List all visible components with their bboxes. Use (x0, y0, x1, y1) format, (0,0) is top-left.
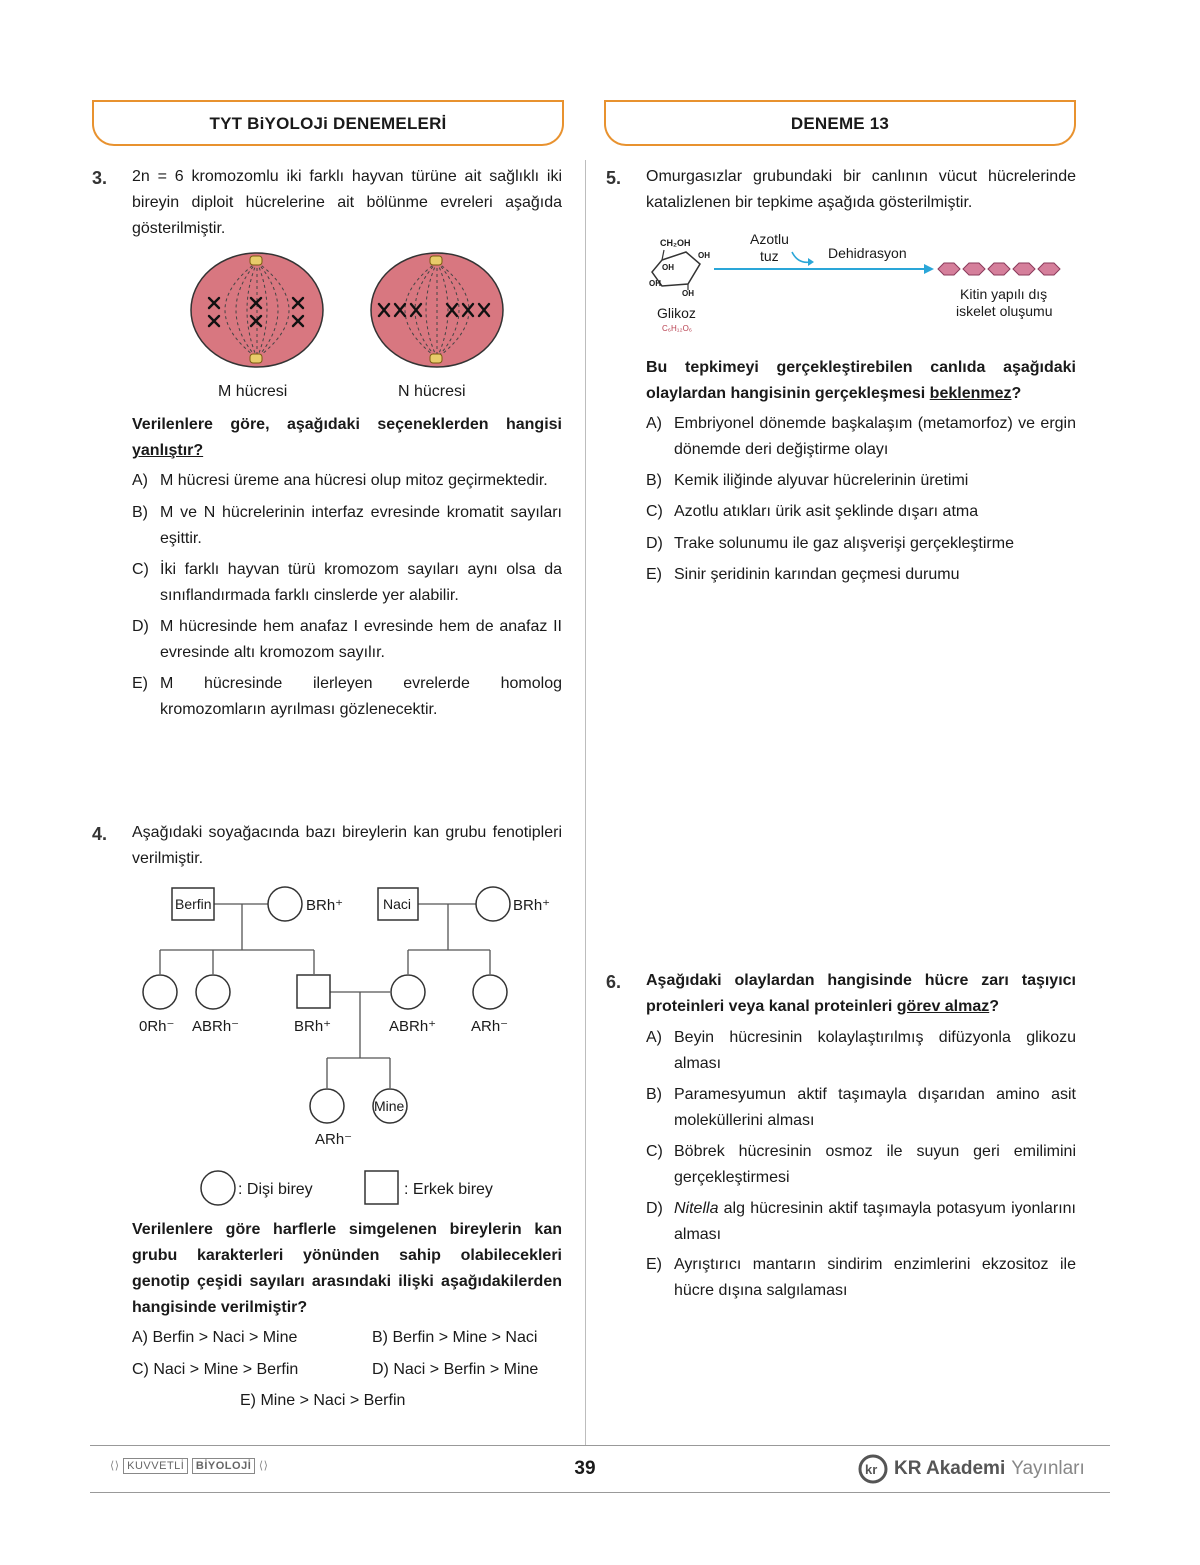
q4-option-e[interactable]: E) Mine > Naci > Berfin (240, 1392, 406, 1409)
footer-bottom-line (90, 1492, 1110, 1493)
dna-icon-right: ⟨⟩ (258, 1460, 269, 1472)
grandchild1-phenotype: ARh⁻ (315, 1131, 353, 1148)
q4-number: 4. (92, 824, 108, 844)
glucose-oh-1: OH (698, 251, 710, 260)
q3-option-b[interactable]: B) M ve N hücrelerinin interfaz evresinde kromatit sayıları eşittir. (132, 504, 562, 547)
q5-reaction-diagram (640, 228, 1090, 340)
kr-brand-bold: KR Akademi (894, 1458, 1006, 1479)
naci-spouse-phenotype: BRh⁺ (513, 897, 551, 914)
q5-option-c[interactable]: C) Azotlu atıkları ürik asit şeklinde dışarı atma (646, 503, 979, 520)
glucose-oh-3: OH (649, 279, 661, 288)
grandchild1-circle (310, 1089, 344, 1123)
legend-female-circle (201, 1171, 235, 1205)
right-header (604, 100, 1076, 146)
q4-option-a[interactable]: A) Berfin > Naci > Mine (132, 1329, 298, 1346)
q6-option-c[interactable]: C) Böbrek hücresinin osmoz ile suyun geri emilimini gerçekleştirmesi (646, 1143, 1076, 1186)
q5-stem: Omurgasızlar grubundaki bir canlının vücut hücrelerinde katalizlenen bir tepkime aşağıda gösterilmiştir. (646, 168, 1076, 211)
salt-label-1: Azotlu (750, 231, 789, 247)
dna-icon-left: ⟨⟩ (110, 1460, 120, 1472)
q6-option-a[interactable]: A) Beyin hücresinin kolaylaştırılmış difüzyonla glikozu alması (646, 1029, 1076, 1072)
child2-circle (196, 975, 230, 1009)
q3-stem: 2n = 6 kromozomlu iki farklı hayvan türüne ait sağlıklı iki bireyin diploit hücrelerine ait bölünme evreleri aşağıda gösterilmiştir. (132, 168, 562, 237)
n-cell (371, 253, 503, 367)
column-divider (585, 160, 586, 1445)
m-cell-label: M hücresi (218, 383, 288, 400)
svg-text:kr: kr (865, 1462, 878, 1477)
q4-option-b[interactable]: B) Berfin > Mine > Naci (372, 1329, 538, 1346)
left-brand (110, 1459, 268, 1479)
child4-circle (391, 975, 425, 1009)
q3-option-d[interactable]: D) M hücresinde hem anafaz I evresinde hem de anafaz II evresinde altı kromozom sayılır. (132, 618, 562, 661)
footer-top-line (90, 1445, 1110, 1446)
child5-circle (473, 975, 507, 1009)
q6-question-emphasis: görev almaz (896, 998, 990, 1015)
n-cell-label: N hücresi (398, 383, 466, 400)
legend-female-label: : Dişi birey (238, 1181, 313, 1198)
child1-circle (143, 975, 177, 1009)
q3-cells-figure (185, 250, 525, 375)
q5-option-a[interactable]: A) Embriyonel dönemde başkalaşım (metamorfoz) ve ergin dönemde deri değiştirme olayı (646, 415, 1076, 458)
berfin-spouse-phenotype: BRh⁺ (306, 897, 344, 914)
q3-number: 3. (92, 168, 108, 188)
reaction-label: Dehidrasyon (828, 245, 907, 261)
q6-number: 6. (606, 972, 622, 992)
q6-option-e[interactable]: E) Ayrıştırıcı mantarın sindirim enzimlerini ekzositoz ile hücre dışına salgılaması (646, 1256, 1076, 1299)
glucose-oh-4: OH (682, 289, 694, 298)
glucose-label: Glikoz (657, 305, 696, 321)
q6-question-text: Aşağıdaki olaylardan hangisinde hücre zarı taşıyıcı proteinleri veya kanal proteinleri (646, 972, 1076, 1015)
mine-label: Mine (374, 1098, 405, 1114)
q6-option-d[interactable]: D) Nitella alg hücresinin aktif taşımayla potasyum iyonlarını alması (646, 1200, 1076, 1243)
chitin-chain (938, 263, 1060, 275)
q3-question (132, 412, 562, 464)
legend-male-square (365, 1171, 398, 1204)
product-label-2: iskelet oluşumu (956, 303, 1053, 319)
q4-question: Verilenlere göre harflerle simgelenen bireylerin kan grubu karakterleri yönünden sahip olabilecekleri genotip çeşidi sayıları arasındaki ilişki aşağıdakilerden hangisinde verilmiştir? (132, 1221, 562, 1316)
q4-stem: Aşağıdaki soyağacında bazı bireylerin kan grubu fenotipleri verilmiştir. (132, 824, 562, 867)
q5-number: 5. (606, 168, 622, 188)
product-label-1: Kitin yapılı dış (960, 286, 1048, 302)
legend-male-label: : Erkek birey (404, 1181, 493, 1198)
q5-question-text: Bu tepkimeyi gerçekleştirebilen canlıda aşağıdaki olaylardan hangisinin gerçekleşmesi (646, 359, 1076, 402)
m-cell (191, 253, 323, 367)
glucose-structure (649, 238, 710, 298)
q6-question (646, 968, 1076, 1020)
child3-square (297, 975, 330, 1008)
berfin-label: Berfin (175, 896, 212, 912)
left-brand-a: KUVVETLİ (123, 1458, 188, 1474)
glucose-oh-2: OH (662, 263, 674, 272)
child3-phenotype: BRh⁺ (294, 1018, 332, 1035)
page-number: 39 (574, 1458, 596, 1479)
q5-question-mark: ? (1011, 385, 1022, 402)
q3-question-emphasis: yanlıştır? (132, 442, 204, 459)
kr-brand-light: Yayınları (1011, 1458, 1085, 1479)
child5-phenotype: ARh⁻ (471, 1018, 509, 1035)
q5-option-d[interactable]: D) Trake solunumu ile gaz alışverişi gerçekleştirme (646, 535, 1014, 552)
kr-logo-icon (858, 1454, 888, 1484)
salt-label-2: tuz (760, 248, 779, 264)
left-header-title: TYT BiYOLOJi DENEMELERİ (209, 114, 447, 133)
q5-question-emphasis: beklenmez (929, 385, 1012, 402)
q6-option-b[interactable]: B) Paramesyumun aktif taşımayla dışarıdan amino asit moleküllerini alması (646, 1086, 1076, 1129)
child1-phenotype: 0Rh⁻ (139, 1018, 175, 1035)
left-header (92, 100, 564, 146)
q6-question-mark: ? (989, 998, 1000, 1015)
q5-question (646, 355, 1076, 407)
right-header-title: DENEME 13 (790, 114, 890, 133)
q5-option-e[interactable]: E) Sinir şeridinin karından geçmesi durumu (646, 566, 960, 583)
pedigree-chart (130, 880, 570, 1210)
child2-phenotype: ABRh⁻ (192, 1018, 240, 1035)
berfin-spouse-circle (268, 887, 302, 921)
left-brand-b: BİYOLOJİ (192, 1458, 255, 1474)
glucose-formula: C₆H₁₂O₆ (662, 324, 693, 333)
q3-option-e[interactable]: E) M hücresinde ilerleyen evrelerde homolog kromozomların ayrılması gözlenecektir. (132, 675, 562, 718)
naci-label: Naci (383, 896, 412, 912)
q5-option-b[interactable]: B) Kemik iliğinde alyuvar hücrelerinin üretimi (646, 472, 969, 489)
naci-spouse-circle (476, 887, 510, 921)
q3-option-a[interactable]: A) M hücresi üreme ana hücresi olup mitoz geçirmektedir. (132, 472, 548, 489)
q4-option-c[interactable]: C) Naci > Mine > Berfin (132, 1361, 299, 1378)
q3-option-c[interactable]: C) İki farklı hayvan türü kromozom sayıları aynı olsa da sınıflandırmada farklı cinslerde yer alabilir. (132, 561, 562, 604)
right-brand (858, 1454, 1085, 1484)
nitella-italic: Nitella (674, 1200, 719, 1217)
q3-question-text: Verilenlere göre, aşağıdaki seçeneklerden hangisi (132, 416, 562, 433)
child4-phenotype: ABRh⁺ (389, 1018, 437, 1035)
glucose-ch2oh: CH₂OH (660, 238, 691, 248)
q4-option-d[interactable]: D) Naci > Berfin > Mine (372, 1361, 539, 1378)
